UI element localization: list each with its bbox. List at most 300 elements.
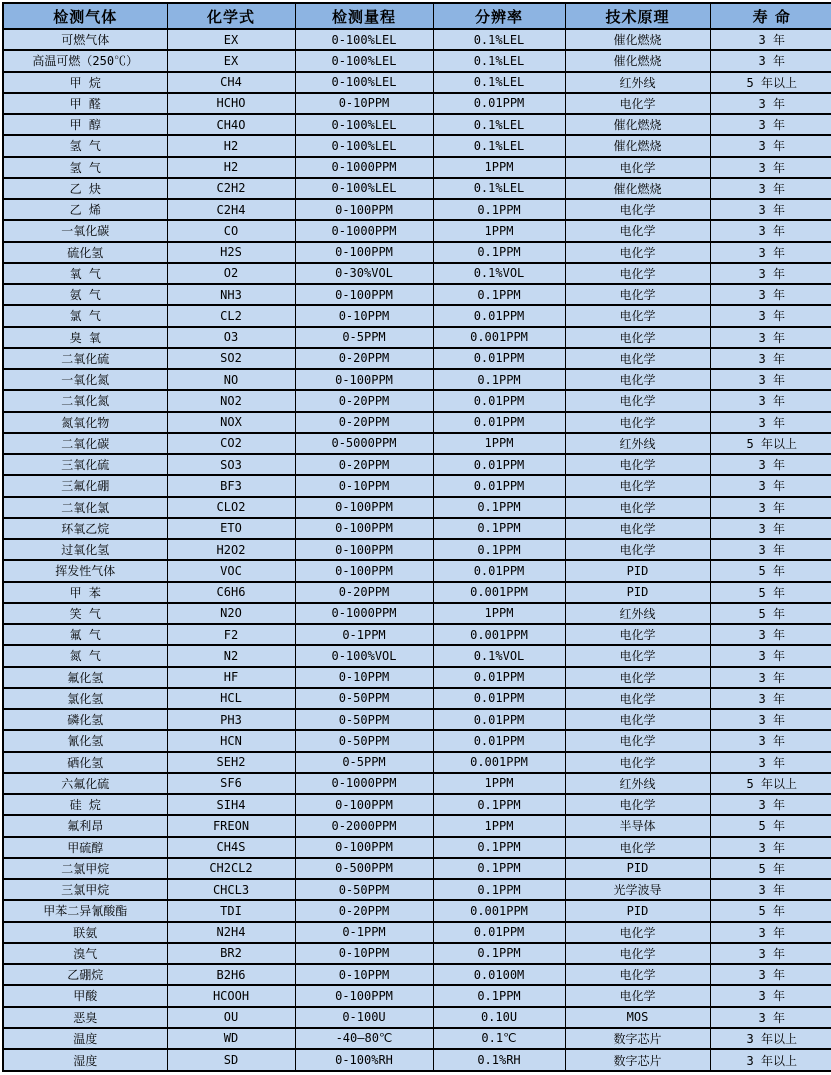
column-header-gas-name: 检测气体 (3, 3, 167, 29)
resolution-cell: 0.1%VOL (433, 645, 565, 666)
table-row (3, 730, 831, 751)
principle-cell: 电化学 (565, 263, 710, 284)
formula-cell: WD (167, 1028, 295, 1049)
table-row (3, 305, 831, 326)
lifespan-cell: 3 年 (710, 943, 831, 964)
table-row (3, 433, 831, 454)
resolution-cell: 0.01PPM (433, 667, 565, 688)
resolution-cell: 0.1PPM (433, 794, 565, 815)
formula-cell: EX (167, 29, 295, 50)
resolution-cell: 0.1PPM (433, 539, 565, 560)
principle-cell: 电化学 (565, 709, 710, 730)
lifespan-cell: 3 年 (710, 964, 831, 985)
formula-cell: SD (167, 1049, 295, 1071)
range-cell: 0-100%LEL (295, 135, 433, 156)
lifespan-cell: 3 年 (710, 135, 831, 156)
principle-cell: 电化学 (565, 369, 710, 390)
principle-cell: 红外线 (565, 72, 710, 93)
table-row (3, 497, 831, 518)
table-row (3, 1049, 831, 1071)
gas-name-cell: 过氧化氢 (3, 539, 167, 560)
header-row (3, 3, 831, 29)
range-cell: 0-5PPM (295, 752, 433, 773)
formula-cell: C2H2 (167, 178, 295, 199)
range-cell: 0-100%LEL (295, 178, 433, 199)
range-cell: 0-20PPM (295, 390, 433, 411)
lifespan-cell: 3 年 (710, 624, 831, 645)
gas-name-cell: 温度 (3, 1028, 167, 1049)
principle-cell: 电化学 (565, 475, 710, 496)
principle-cell: 电化学 (565, 624, 710, 645)
lifespan-cell: 5 年 (710, 900, 831, 921)
resolution-cell: 0.01PPM (433, 454, 565, 475)
gas-name-cell: 甲 苯 (3, 582, 167, 603)
principle-cell: 电化学 (565, 348, 710, 369)
formula-cell: F2 (167, 624, 295, 645)
table-row (3, 220, 831, 241)
table-row (3, 114, 831, 135)
resolution-cell: 0.1PPM (433, 284, 565, 305)
principle-cell: 光学波导 (565, 879, 710, 900)
formula-cell: C6H6 (167, 582, 295, 603)
formula-cell: SO2 (167, 348, 295, 369)
formula-cell: BR2 (167, 943, 295, 964)
table-row (3, 815, 831, 836)
table-row (3, 1007, 831, 1028)
formula-cell: SF6 (167, 773, 295, 794)
resolution-cell: 0.1%LEL (433, 50, 565, 71)
formula-cell: CHCL3 (167, 879, 295, 900)
range-cell: 0-10PPM (295, 964, 433, 985)
formula-cell: CH2CL2 (167, 858, 295, 879)
principle-cell: 电化学 (565, 922, 710, 943)
formula-cell: HCN (167, 730, 295, 751)
lifespan-cell: 3 年 (710, 922, 831, 943)
range-cell: 0-50PPM (295, 879, 433, 900)
formula-cell: SO3 (167, 454, 295, 475)
gas-name-cell: 甲 醇 (3, 114, 167, 135)
column-header-principle: 技术原理 (565, 3, 710, 29)
resolution-cell: 0.1PPM (433, 199, 565, 220)
range-cell: 0-100%LEL (295, 29, 433, 50)
resolution-cell: 1PPM (433, 773, 565, 794)
range-cell: 0-100PPM (295, 199, 433, 220)
gas-name-cell: 高温可燃（250℃） (3, 50, 167, 71)
lifespan-cell: 3 年 (710, 305, 831, 326)
resolution-cell: 0.01PPM (433, 475, 565, 496)
formula-cell: SEH2 (167, 752, 295, 773)
lifespan-cell: 3 年以上 (710, 1049, 831, 1071)
lifespan-cell: 5 年 (710, 560, 831, 581)
principle-cell: 电化学 (565, 497, 710, 518)
table-row (3, 72, 831, 93)
principle-cell: PID (565, 582, 710, 603)
lifespan-cell: 3 年 (710, 454, 831, 475)
lifespan-cell: 3 年 (710, 837, 831, 858)
lifespan-cell: 3 年 (710, 412, 831, 433)
range-cell: 0-1000PPM (295, 220, 433, 241)
table-row (3, 603, 831, 624)
gas-name-cell: 氢 气 (3, 135, 167, 156)
lifespan-cell: 3 年 (710, 242, 831, 263)
formula-cell: H2 (167, 135, 295, 156)
gas-name-cell: 氟 气 (3, 624, 167, 645)
range-cell: 0-100PPM (295, 539, 433, 560)
principle-cell: 催化燃烧 (565, 29, 710, 50)
formula-cell: NOX (167, 412, 295, 433)
formula-cell: TDI (167, 900, 295, 921)
resolution-cell: 0.01PPM (433, 390, 565, 411)
formula-cell: BF3 (167, 475, 295, 496)
table-row (3, 794, 831, 815)
resolution-cell: 0.1%LEL (433, 72, 565, 93)
principle-cell: 电化学 (565, 305, 710, 326)
range-cell: 0-100U (295, 1007, 433, 1028)
range-cell: 0-5PPM (295, 327, 433, 348)
table-head (3, 3, 831, 29)
gas-name-cell: 氟化氢 (3, 667, 167, 688)
principle-cell: PID (565, 858, 710, 879)
resolution-cell: 0.01PPM (433, 922, 565, 943)
formula-cell: SIH4 (167, 794, 295, 815)
gas-name-cell: 恶臭 (3, 1007, 167, 1028)
lifespan-cell: 3 年 (710, 730, 831, 751)
lifespan-cell: 3 年 (710, 794, 831, 815)
range-cell: 0-10PPM (295, 475, 433, 496)
resolution-cell: 0.1℃ (433, 1028, 565, 1049)
principle-cell: 电化学 (565, 985, 710, 1006)
resolution-cell: 0.1%LEL (433, 114, 565, 135)
range-cell: 0-1000PPM (295, 157, 433, 178)
gas-name-cell: 联氨 (3, 922, 167, 943)
resolution-cell: 0.001PPM (433, 327, 565, 348)
table-row (3, 369, 831, 390)
gas-name-cell: 氨 气 (3, 284, 167, 305)
formula-cell: NO2 (167, 390, 295, 411)
table-row (3, 475, 831, 496)
lifespan-cell: 5 年 (710, 582, 831, 603)
resolution-cell: 0.1PPM (433, 858, 565, 879)
gas-name-cell: 挥发性气体 (3, 560, 167, 581)
lifespan-cell: 3 年 (710, 1007, 831, 1028)
range-cell: 0-100%LEL (295, 50, 433, 71)
formula-cell: HCL (167, 688, 295, 709)
gas-name-cell: 二氧化碳 (3, 433, 167, 454)
table-row (3, 752, 831, 773)
principle-cell: 电化学 (565, 794, 710, 815)
table-row (3, 263, 831, 284)
resolution-cell: 0.01PPM (433, 709, 565, 730)
principle-cell: 电化学 (565, 645, 710, 666)
gas-name-cell: 三氯甲烷 (3, 879, 167, 900)
principle-cell: 催化燃烧 (565, 50, 710, 71)
range-cell: 0-100PPM (295, 369, 433, 390)
range-cell: 0-1000PPM (295, 773, 433, 794)
gas-name-cell: 六氟化硫 (3, 773, 167, 794)
gas-name-cell: 硒化氢 (3, 752, 167, 773)
gas-name-cell: 乙硼烷 (3, 964, 167, 985)
gas-name-cell: 一氧化氮 (3, 369, 167, 390)
lifespan-cell: 3 年 (710, 29, 831, 50)
lifespan-cell: 3 年 (710, 157, 831, 178)
gas-name-cell: 氢 气 (3, 157, 167, 178)
range-cell: 0-100%LEL (295, 72, 433, 93)
gas-name-cell: 一氧化碳 (3, 220, 167, 241)
gas-name-cell: 乙 炔 (3, 178, 167, 199)
lifespan-cell: 3 年以上 (710, 1028, 831, 1049)
gas-name-cell: 三氧化硫 (3, 454, 167, 475)
lifespan-cell: 3 年 (710, 497, 831, 518)
table-row (3, 135, 831, 156)
formula-cell: N2 (167, 645, 295, 666)
gas-name-cell: 甲 烷 (3, 72, 167, 93)
range-cell: 0-100PPM (295, 518, 433, 539)
formula-cell: NH3 (167, 284, 295, 305)
principle-cell: 电化学 (565, 752, 710, 773)
resolution-cell: 0.1PPM (433, 497, 565, 518)
lifespan-cell: 3 年 (710, 284, 831, 305)
resolution-cell: 0.1PPM (433, 518, 565, 539)
resolution-cell: 0.1%LEL (433, 29, 565, 50)
table-row (3, 985, 831, 1006)
table-row (3, 560, 831, 581)
principle-cell: 红外线 (565, 773, 710, 794)
resolution-cell: 0.1PPM (433, 943, 565, 964)
principle-cell: 催化燃烧 (565, 178, 710, 199)
resolution-cell: 1PPM (433, 220, 565, 241)
range-cell: 0-500PPM (295, 858, 433, 879)
lifespan-cell: 3 年 (710, 327, 831, 348)
range-cell: 0-100PPM (295, 794, 433, 815)
table-row (3, 900, 831, 921)
range-cell: 0-20PPM (295, 900, 433, 921)
gas-name-cell: 臭 氧 (3, 327, 167, 348)
resolution-cell: 1PPM (433, 603, 565, 624)
range-cell: 0-100%RH (295, 1049, 433, 1071)
range-cell: 0-1PPM (295, 624, 433, 645)
table-row (3, 50, 831, 71)
range-cell: 0-20PPM (295, 454, 433, 475)
principle-cell: 催化燃烧 (565, 114, 710, 135)
resolution-cell: 0.0100M (433, 964, 565, 985)
range-cell: 0-100%LEL (295, 114, 433, 135)
resolution-cell: 0.001PPM (433, 582, 565, 603)
formula-cell: CH4S (167, 837, 295, 858)
table-row (3, 582, 831, 603)
range-cell: 0-100%VOL (295, 645, 433, 666)
gas-name-cell: 二氯甲烷 (3, 858, 167, 879)
lifespan-cell: 3 年 (710, 518, 831, 539)
formula-cell: HCHO (167, 93, 295, 114)
formula-cell: N2O (167, 603, 295, 624)
resolution-cell: 0.1%RH (433, 1049, 565, 1071)
formula-cell: CH4O (167, 114, 295, 135)
gas-name-cell: 氯 气 (3, 305, 167, 326)
lifespan-cell: 3 年 (710, 879, 831, 900)
lifespan-cell: 3 年 (710, 114, 831, 135)
range-cell: 0-100PPM (295, 242, 433, 263)
gas-name-cell: 氰化氢 (3, 730, 167, 751)
resolution-cell: 1PPM (433, 433, 565, 454)
lifespan-cell: 5 年 (710, 858, 831, 879)
range-cell: 0-10PPM (295, 667, 433, 688)
formula-cell: EX (167, 50, 295, 71)
table-row (3, 667, 831, 688)
table-row (3, 645, 831, 666)
principle-cell: MOS (565, 1007, 710, 1028)
principle-cell: 电化学 (565, 539, 710, 560)
principle-cell: 电化学 (565, 93, 710, 114)
lifespan-cell: 5 年以上 (710, 433, 831, 454)
table-body (3, 29, 831, 1071)
table-row (3, 879, 831, 900)
gas-name-cell: 氧 气 (3, 263, 167, 284)
gas-name-cell: 甲 醛 (3, 93, 167, 114)
range-cell: 0-100PPM (295, 284, 433, 305)
formula-cell: O3 (167, 327, 295, 348)
formula-cell: CO2 (167, 433, 295, 454)
range-cell: 0-50PPM (295, 688, 433, 709)
formula-cell: H2O2 (167, 539, 295, 560)
gas-name-cell: 硫化氢 (3, 242, 167, 263)
principle-cell: 电化学 (565, 327, 710, 348)
formula-cell: N2H4 (167, 922, 295, 943)
gas-name-cell: 三氟化硼 (3, 475, 167, 496)
formula-cell: O2 (167, 263, 295, 284)
range-cell: 0-5000PPM (295, 433, 433, 454)
principle-cell: 电化学 (565, 518, 710, 539)
range-cell: 0-1PPM (295, 922, 433, 943)
resolution-cell: 0.1%LEL (433, 178, 565, 199)
table-row (3, 709, 831, 730)
gas-detection-spec-table (2, 2, 831, 1072)
principle-cell: 电化学 (565, 688, 710, 709)
gas-name-cell: 可燃气体 (3, 29, 167, 50)
resolution-cell: 0.01PPM (433, 730, 565, 751)
table-row (3, 1028, 831, 1049)
table-row (3, 454, 831, 475)
lifespan-cell: 3 年 (710, 220, 831, 241)
principle-cell: 电化学 (565, 667, 710, 688)
range-cell: 0-100PPM (295, 837, 433, 858)
lifespan-cell: 3 年 (710, 985, 831, 1006)
column-header-formula: 化学式 (167, 3, 295, 29)
table-row (3, 178, 831, 199)
table-row (3, 199, 831, 220)
gas-name-cell: 甲硫醇 (3, 837, 167, 858)
gas-name-cell: 二氧化硫 (3, 348, 167, 369)
principle-cell: 电化学 (565, 837, 710, 858)
principle-cell: PID (565, 900, 710, 921)
principle-cell: 数字芯片 (565, 1049, 710, 1071)
range-cell: 0-100PPM (295, 560, 433, 581)
resolution-cell: 1PPM (433, 815, 565, 836)
table-row (3, 539, 831, 560)
lifespan-cell: 3 年 (710, 263, 831, 284)
table-row (3, 93, 831, 114)
range-cell: 0-2000PPM (295, 815, 433, 836)
principle-cell: 电化学 (565, 412, 710, 433)
principle-cell: PID (565, 560, 710, 581)
resolution-cell: 0.01PPM (433, 348, 565, 369)
principle-cell: 电化学 (565, 454, 710, 475)
range-cell: 0-20PPM (295, 412, 433, 433)
table-row (3, 390, 831, 411)
principle-cell: 电化学 (565, 730, 710, 751)
range-cell: 0-50PPM (295, 730, 433, 751)
resolution-cell: 0.1PPM (433, 879, 565, 900)
resolution-cell: 0.1PPM (433, 985, 565, 1006)
gas-name-cell: 氯化氢 (3, 688, 167, 709)
formula-cell: ETO (167, 518, 295, 539)
lifespan-cell: 3 年 (710, 709, 831, 730)
table-row (3, 327, 831, 348)
resolution-cell: 0.10U (433, 1007, 565, 1028)
table-row (3, 688, 831, 709)
table-row (3, 29, 831, 50)
lifespan-cell: 3 年 (710, 93, 831, 114)
formula-cell: FREON (167, 815, 295, 836)
lifespan-cell: 5 年 (710, 815, 831, 836)
resolution-cell: 0.01PPM (433, 688, 565, 709)
lifespan-cell: 3 年 (710, 390, 831, 411)
range-cell: 0-30%VOL (295, 263, 433, 284)
resolution-cell: 0.001PPM (433, 900, 565, 921)
resolution-cell: 0.001PPM (433, 752, 565, 773)
column-header-resolution: 分辨率 (433, 3, 565, 29)
resolution-cell: 0.01PPM (433, 305, 565, 326)
formula-cell: C2H4 (167, 199, 295, 220)
gas-name-cell: 溴气 (3, 943, 167, 964)
formula-cell: NO (167, 369, 295, 390)
formula-cell: CLO2 (167, 497, 295, 518)
lifespan-cell: 3 年 (710, 475, 831, 496)
resolution-cell: 1PPM (433, 157, 565, 178)
lifespan-cell: 3 年 (710, 539, 831, 560)
gas-name-cell: 磷化氢 (3, 709, 167, 730)
gas-name-cell: 乙 烯 (3, 199, 167, 220)
principle-cell: 电化学 (565, 943, 710, 964)
formula-cell: HF (167, 667, 295, 688)
table-row (3, 922, 831, 943)
table-row (3, 858, 831, 879)
gas-name-cell: 甲酸 (3, 985, 167, 1006)
principle-cell: 电化学 (565, 284, 710, 305)
table-row (3, 412, 831, 433)
formula-cell: CO (167, 220, 295, 241)
principle-cell: 红外线 (565, 603, 710, 624)
principle-cell: 催化燃烧 (565, 135, 710, 156)
range-cell: 0-100PPM (295, 985, 433, 1006)
formula-cell: CH4 (167, 72, 295, 93)
range-cell: 0-10PPM (295, 93, 433, 114)
principle-cell: 电化学 (565, 220, 710, 241)
table-row (3, 242, 831, 263)
range-cell: -40—80℃ (295, 1028, 433, 1049)
range-cell: 0-100PPM (295, 497, 433, 518)
gas-name-cell: 氟利昂 (3, 815, 167, 836)
principle-cell: 电化学 (565, 242, 710, 263)
lifespan-cell: 3 年 (710, 178, 831, 199)
column-header-lifespan: 寿 命 (710, 3, 831, 29)
gas-name-cell: 氮氧化物 (3, 412, 167, 433)
resolution-cell: 0.01PPM (433, 560, 565, 581)
gas-name-cell: 硅 烷 (3, 794, 167, 815)
range-cell: 0-20PPM (295, 582, 433, 603)
formula-cell: CL2 (167, 305, 295, 326)
principle-cell: 半导体 (565, 815, 710, 836)
lifespan-cell: 5 年 (710, 603, 831, 624)
